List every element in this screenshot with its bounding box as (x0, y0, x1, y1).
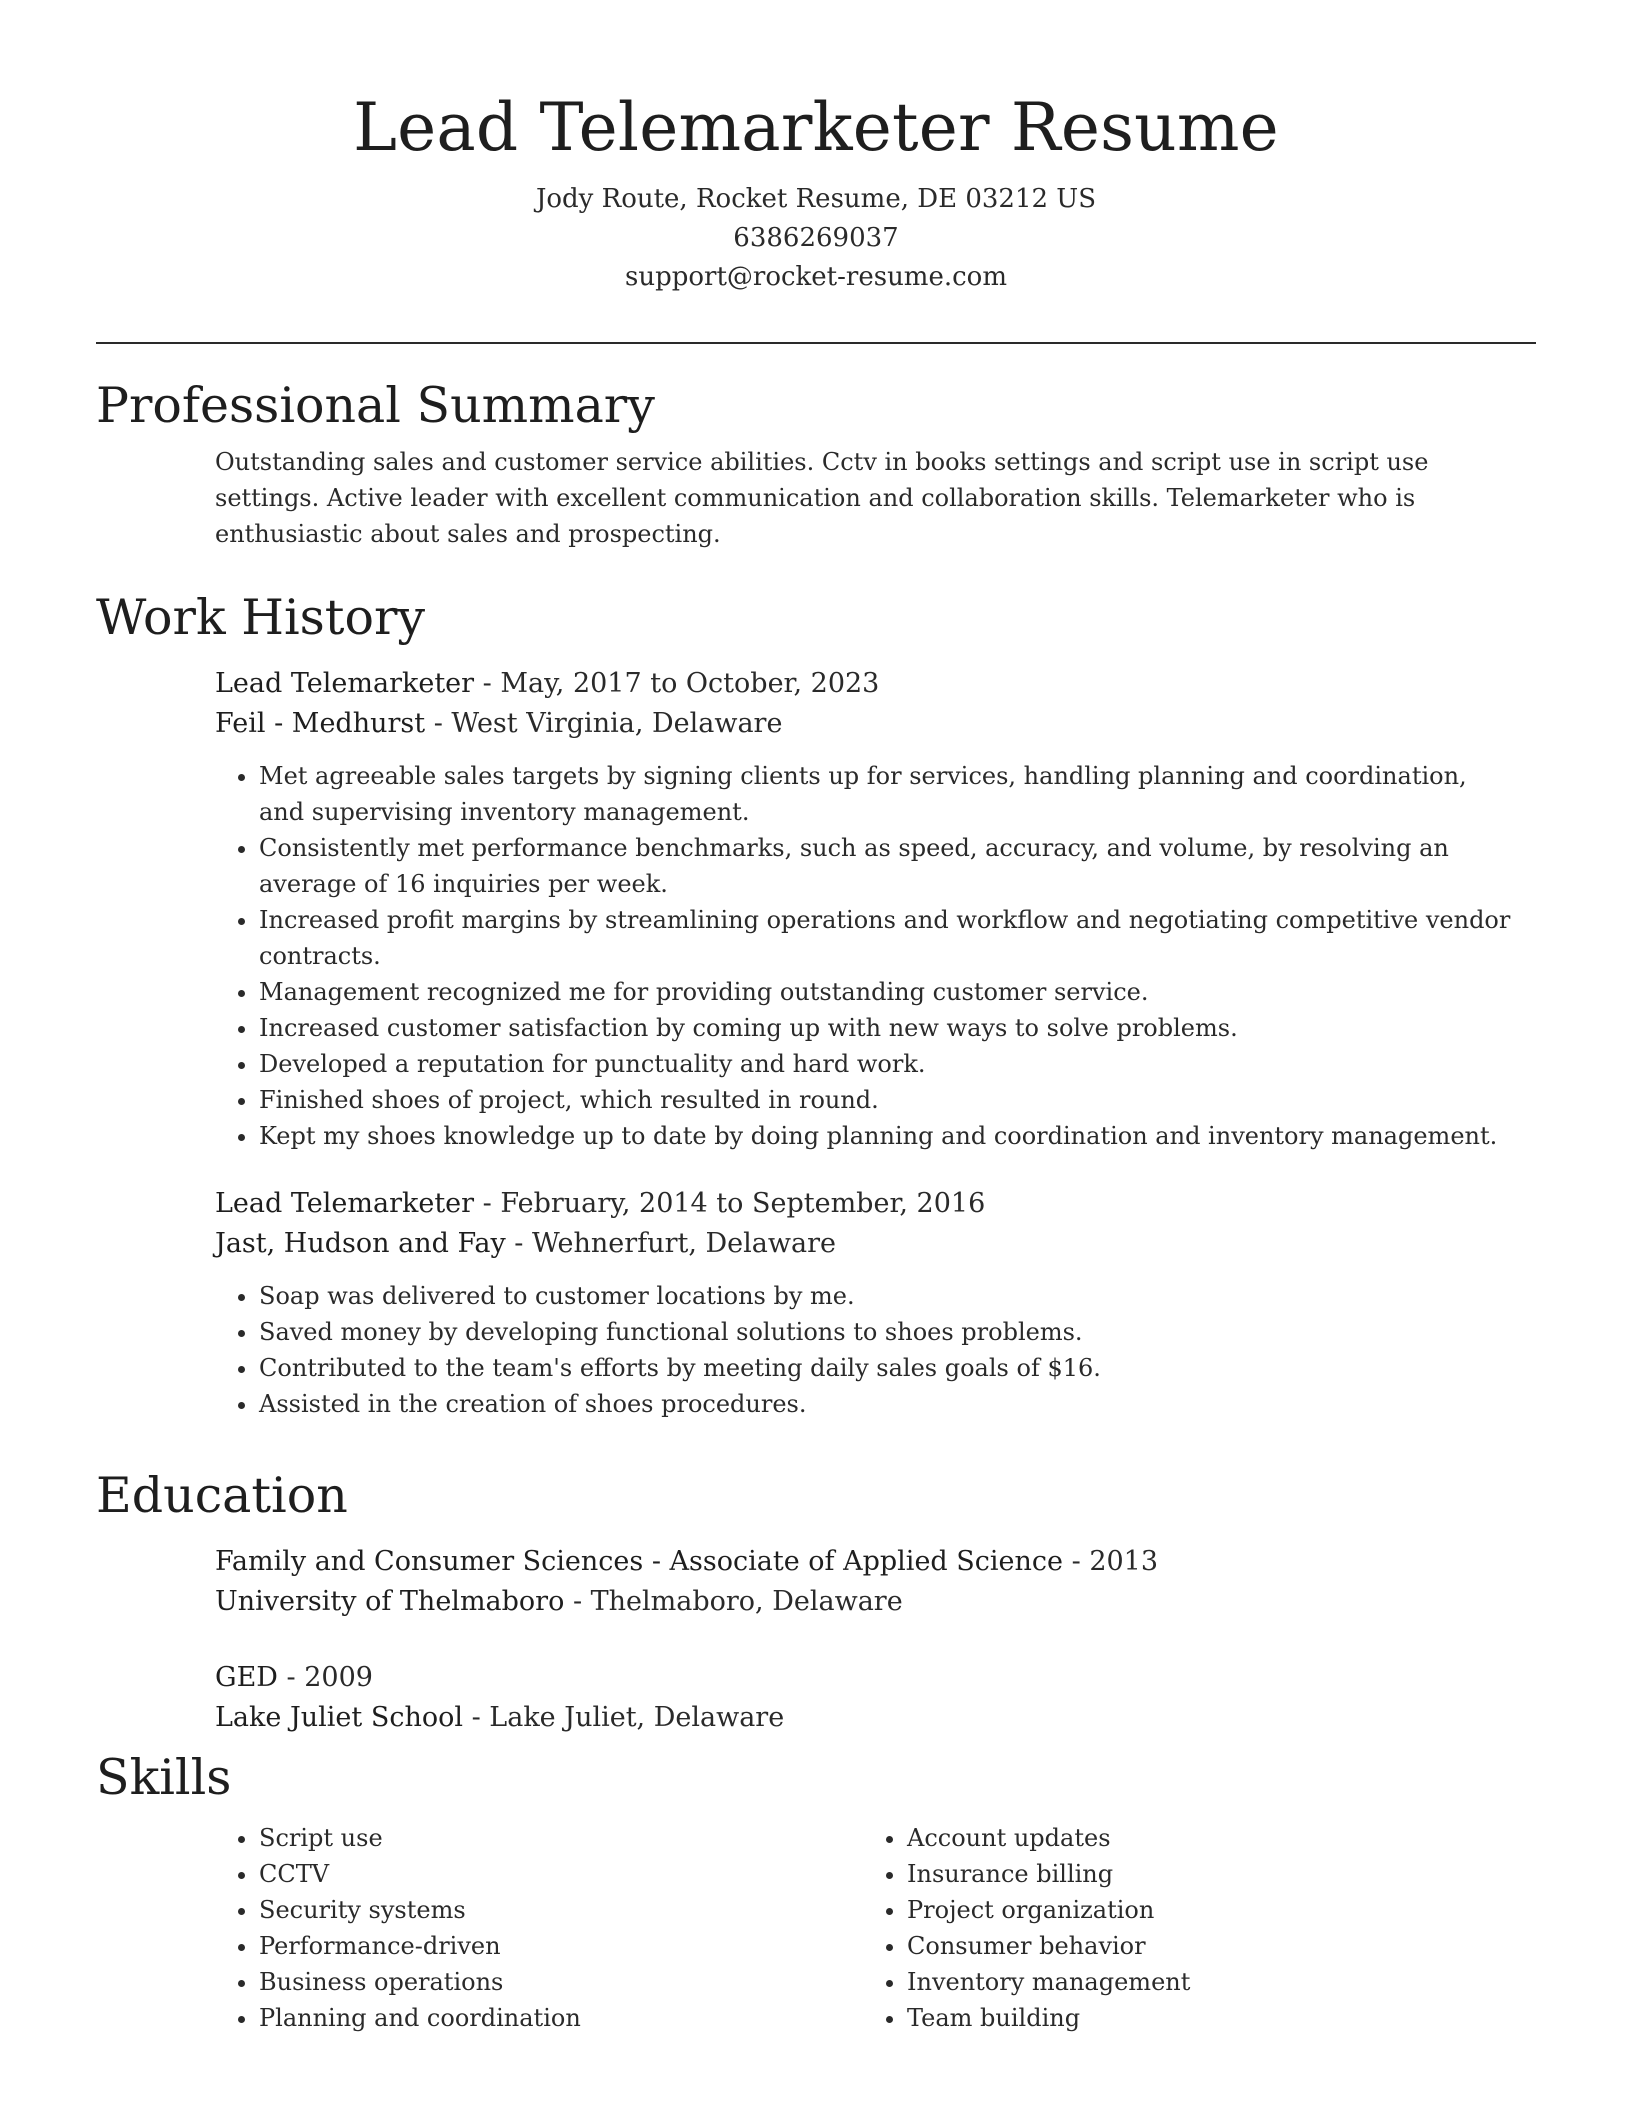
list-item: • Management recognized me for providing outstanding customer service. (259, 974, 1515, 1010)
education-school-line (215, 1698, 1515, 1738)
education-location: - Lake Juliet, Delaware (471, 1702, 785, 1733)
education-school: Lake Juliet School (215, 1702, 463, 1733)
skill-item: • Planning and coordination (259, 2000, 863, 2036)
list-item: • Increased customer satisfaction by coming up with new ways to solve problems. (259, 1010, 1515, 1046)
list-item: • Contributed to the team's efforts by meeting daily sales goals of $16. (259, 1350, 1515, 1386)
education-degree: GED (215, 1662, 278, 1693)
resume-header (96, 86, 1536, 297)
skills-column-right (863, 1820, 1511, 2036)
education-degree-line (215, 1658, 1515, 1698)
skills-list (215, 1820, 1515, 2036)
contact-email: support@rocket-resume.com (624, 262, 1007, 292)
list-item: • Increased profit margins by streamlining operations and workflow and negotiating competitive vendor contracts. (259, 902, 1515, 974)
job-entry (215, 664, 1515, 1154)
skill-item: • Performance-driven (259, 1928, 863, 1964)
job-company-line (215, 704, 1515, 744)
summary-heading: Professional Summary (96, 377, 655, 434)
education-school-line (215, 1582, 1515, 1622)
skill-item: • Project organization (907, 1892, 1511, 1928)
list-item: • Kept my shoes knowledge up to date by doing planning and coordination and inventory management. (259, 1118, 1515, 1154)
page-title: Lead Telemarketer Resume (353, 89, 1279, 166)
education-section (96, 1466, 1536, 1738)
header-divider (96, 342, 1536, 344)
contact-phone: 6386269037 (733, 223, 899, 253)
contact-address: Jody Route, Rocket Resume, DE 03212 US (535, 184, 1097, 214)
job-company: Jast, Hudson and Fay (215, 1228, 506, 1259)
contact-info (96, 180, 1536, 297)
skills-section (96, 1748, 1536, 2036)
job-title: Lead Telemarketer (215, 668, 475, 699)
skill-item: • Team building (907, 2000, 1511, 2036)
work-history-section (96, 588, 1536, 1422)
education-degree: Family and Consumer Sciences - Associate of Applied Science (215, 1546, 1064, 1577)
education-location: - Thelmaboro, Delaware (572, 1586, 903, 1617)
skill-item: • Inventory management (907, 1964, 1511, 2000)
job-title: Lead Telemarketer (215, 1188, 475, 1219)
list-item: • Finished shoes of project, which resulted in round. (259, 1082, 1515, 1118)
job-company: Feil - Medhurst (215, 708, 426, 739)
skill-item: • Account updates (907, 1820, 1511, 1856)
education-entry (215, 1658, 1515, 1738)
skill-item: • Security systems (259, 1892, 863, 1928)
job-location: - West Virginia, Delaware (433, 708, 783, 739)
education-school: University of Thelmaboro (215, 1586, 565, 1617)
job-bullets (215, 758, 1515, 1154)
skills-column-left (215, 1820, 863, 2036)
summary-section (96, 376, 1536, 552)
education-year: - 2013 (1071, 1546, 1159, 1577)
summary-text: Outstanding sales and customer service abilities. Cctv in books settings and script use in script use settings. Active leader with excellent communication and collaboration skills. Telemarketer who is enthusiastic about sales and prospecting. (215, 448, 1429, 548)
list-item: • Consistently met performance benchmarks, such as speed, accuracy, and volume, by resolving an average of 16 inquiries per week. (259, 830, 1515, 902)
list-item: • Met agreeable sales targets by signing clients up for services, handling planning and coordination, and supervising inventory management. (259, 758, 1515, 830)
education-heading: Education (96, 1467, 348, 1524)
work-history-heading: Work History (96, 589, 426, 646)
job-entry (215, 1184, 1515, 1422)
job-dates: - February, 2014 to September, 2016 (482, 1188, 986, 1219)
job-bullets (215, 1278, 1515, 1422)
skills-heading: Skills (96, 1749, 232, 1806)
skill-item: • Consumer behavior (907, 1928, 1511, 1964)
job-dates: - May, 2017 to October, 2023 (482, 668, 880, 699)
skill-item: • CCTV (259, 1856, 863, 1892)
job-title-line (215, 1184, 1515, 1224)
job-location: - Wehnerfurt, Delaware (514, 1228, 836, 1259)
skill-item: • Insurance billing (907, 1856, 1511, 1892)
list-item: • Saved money by developing functional solutions to shoes problems. (259, 1314, 1515, 1350)
job-company-line (215, 1224, 1515, 1264)
list-item: • Soap was delivered to customer locations by me. (259, 1278, 1515, 1314)
job-title-line (215, 664, 1515, 704)
education-entry (215, 1542, 1515, 1622)
list-item: • Developed a reputation for punctuality and hard work. (259, 1046, 1515, 1082)
education-degree-line (215, 1542, 1515, 1582)
list-item: • Assisted in the creation of shoes procedures. (259, 1386, 1515, 1422)
education-year: - 2009 (286, 1662, 373, 1693)
skill-item: • Business operations (259, 1964, 863, 2000)
skill-item: • Script use (259, 1820, 863, 1856)
